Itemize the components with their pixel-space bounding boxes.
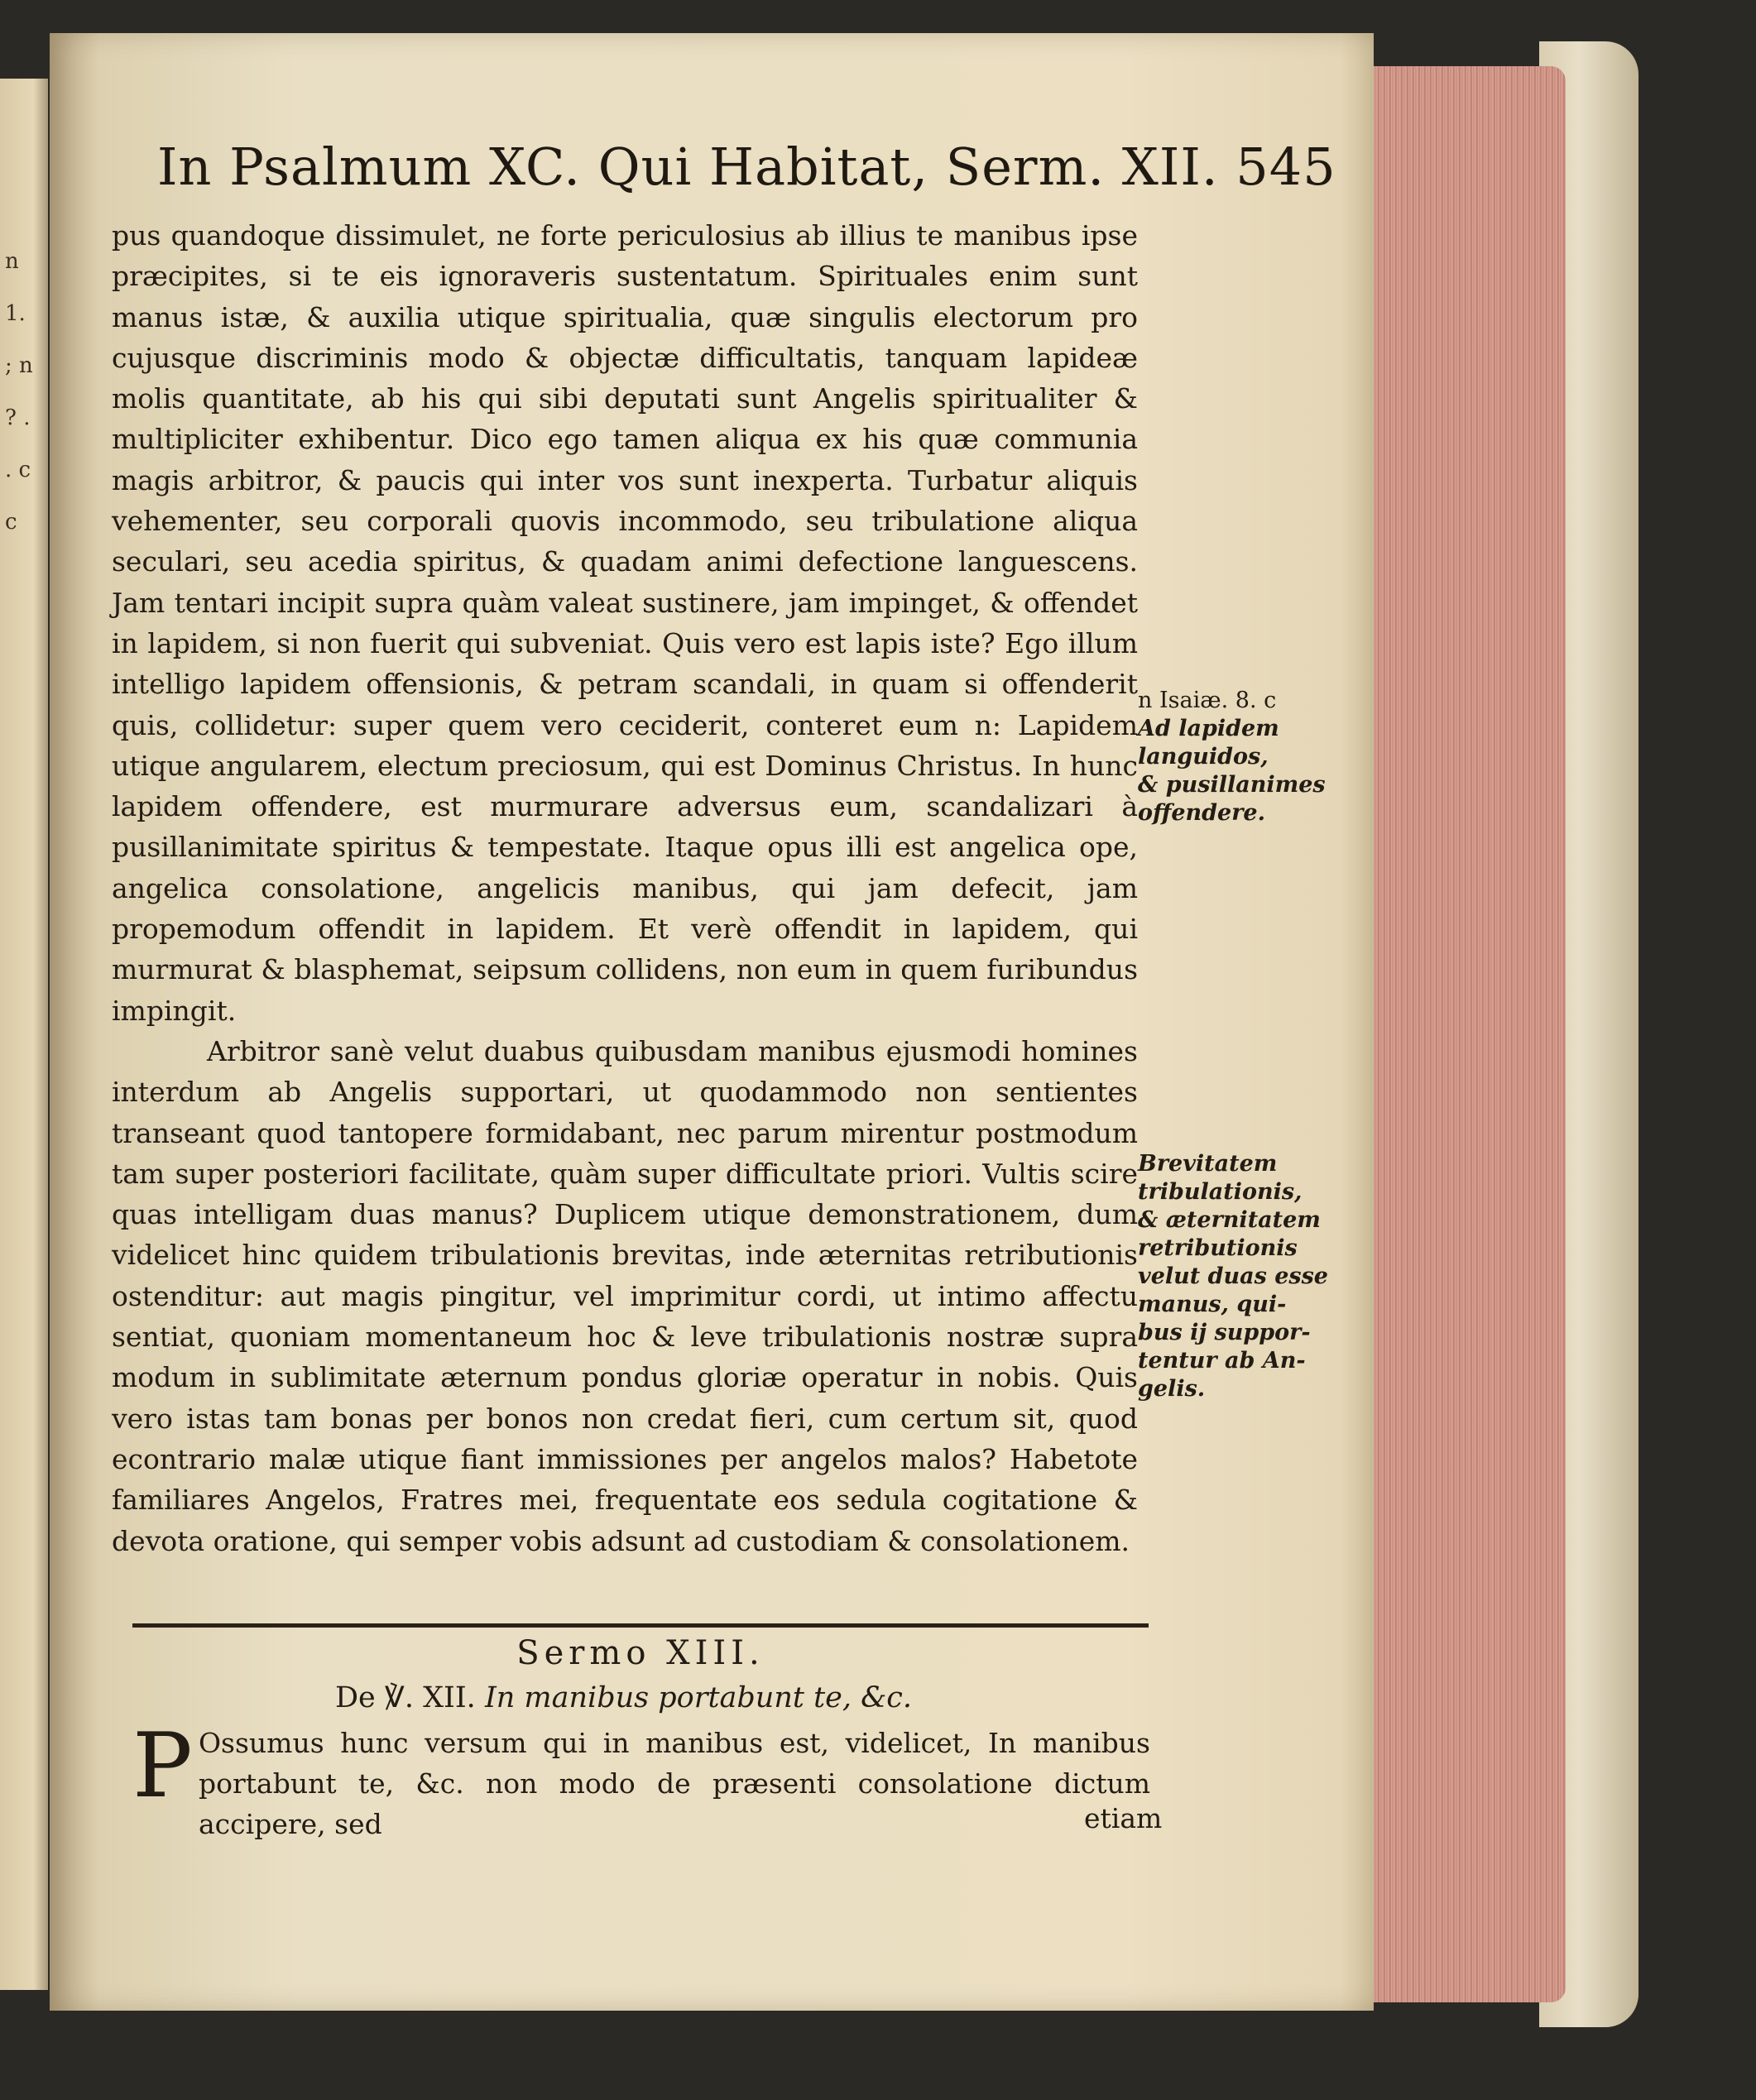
main-text: [112, 215, 1138, 1561]
running-header: In Psalmum XC. Qui Habitat, Serm. XII. 545: [157, 137, 1336, 197]
section-rule: [132, 1623, 1149, 1628]
margin-note-line: gelis.: [1138, 1376, 1206, 1402]
margin-note-line: Ad lapidem: [1138, 716, 1279, 741]
paragraph-2: Arbitror sanè velut duabus quibusdam manibus ejusmodi homines interdum ab Angelis supportari, ut quodammodo non sentientes transeant quod tantopere formidabant, nec parum mirentur postmodum tam super posteriori facilitate, quàm super difficultate priori. Vultis scire quas intelligam duas manus? Duplicem utique demonstrationem, dum videlicet hinc quidem tribulationis brevitas, inde æternitas retributionis ostenditur: aut magis pingitur, vel imprimitur cordi, ut intimo affectu sentiat, quoniam momentaneum hoc & leve tribulationis nostræ supra modum in sublimitate æternum pondus gloriæ operatur in nobis. Quis vero istas tam bonas per bonos non credat fieri, cum certum sit, quod econtrario malæ utique fiant immissiones per angelos malos? Habetote familiares Angelos, Fratres mei, frequentate eos sedula cogitatione & devota oratione, qui semper vobis adsunt ad custodiam & consolationem.: [112, 1034, 1138, 1557]
sermo-subtitle: [335, 1681, 912, 1714]
margin-note-line: bus ij suppor-: [1138, 1320, 1311, 1345]
margin-note-line: offendere.: [1138, 800, 1266, 826]
page-fore-edge: [1357, 66, 1566, 2002]
margin-note-line: manus, qui-: [1138, 1292, 1287, 1317]
sermo-paragraph: Ossumus hunc versum qui in manibus est, videlicet, In manibus portabunt te, &c. non modo de præsenti consolatione dictum accipere, sed: [199, 1727, 1150, 1840]
left-page-glyphs: n 1. ; n ? . . c c: [5, 249, 33, 535]
margin-note-line: Brevitatem: [1138, 1151, 1278, 1177]
margin-note-line: retributionis: [1138, 1235, 1298, 1261]
margin-note-line: tribulationis,: [1138, 1179, 1303, 1205]
margin-note-line: velut duas esse: [1138, 1263, 1328, 1289]
drop-capital: P: [132, 1714, 193, 1818]
sermo-title: Sermo XIII.: [516, 1634, 765, 1672]
margin-note-line: tentur ab An-: [1138, 1348, 1306, 1374]
margin-note-line: & æternitatem: [1138, 1207, 1321, 1233]
paragraph-1: pus quandoque dissimulet, ne forte periculosius ab illius te manibus ipse præcipites, si te eis ignoraveris sustentatum. Spirituales enim sunt manus istæ, & auxilia utique spiritualia, quæ singulis electorum pro cujusque discriminis modo & objectæ difficultatis, tanquam lapideæ molis quantitate, ab his qui sibi deputati sunt Angelis spiritualiter & multipliciter exhibentur. Dico ego tamen aliqua ex his quæ communia magis arbitror, & paucis qui inter vos sunt inexperta. Turbatur aliquis vehementer, seu corporali quovis incommodo, seu tribulatione aliqua seculari, seu acedia spiritus, & quadam animi defectione languescens. Jam tentari incipit supra quàm valeat sustinere, jam impinget, & offendet in lapidem, si non fuerit qui subveniat. Quis vero est lapis iste? Ego illum intelligo lapidem offensionis, & petram scandali, in quam si offenderit quis, collidetur: super quem vero ceciderit, conteret eum n: Lapidem utique angularem, electum preciosum, qui est Dominus Christus. In hunc lapidem offendere, est murmurare adversus eum, scandalizari à pusillanimitate spiritus & tempestate. Itaque opus illi est angelica ope, angelica consolatione, angelicis manibus, qui jam defecit, jam propemodum offendit in lapidem. Et verè offendit in lapidem, qui murmurat & blasphemat, seipsum collidens, non eum in quem furibundus impingit.: [112, 219, 1138, 1027]
sermo-text: [199, 1723, 1150, 1844]
sermo-subtitle-prefix: De ℣. XII.: [335, 1681, 476, 1714]
catchword: etiam: [1084, 1802, 1163, 1834]
margin-note-2: [1138, 1150, 1336, 1403]
sermo-subtitle-quote: In manibus portabunt te, &c.: [484, 1681, 912, 1714]
margin-note-line: n Isaiæ. 8. c: [1138, 688, 1277, 713]
margin-note-line: languidos,: [1138, 744, 1269, 770]
margin-note-1: [1138, 687, 1336, 827]
margin-note-line: & pusillanimes: [1138, 772, 1326, 798]
left-page-edge: [0, 79, 48, 1990]
